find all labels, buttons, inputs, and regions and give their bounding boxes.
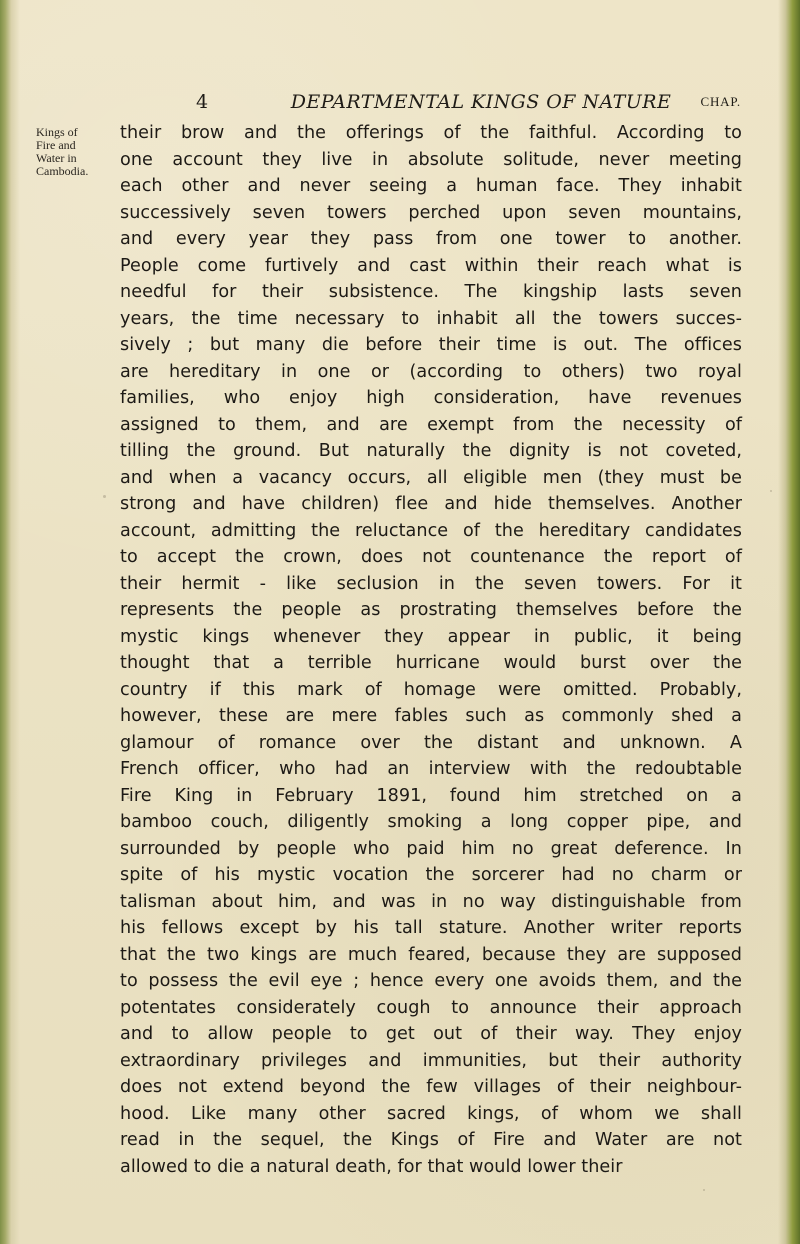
text-line: needful for their subsistence. The kingship lasts seven xyxy=(120,282,742,302)
text-line: French officer, who had an interview with the redoubtable xyxy=(120,759,742,779)
margin-note-line: Water in xyxy=(36,151,77,165)
text-line: read in the sequel, the Kings of Fire and Water are not xyxy=(120,1130,742,1150)
text-line: strong and have children) flee and hide themselves. Another xyxy=(120,494,742,514)
running-title: DEPARTMENTAL KINGS OF NATURE xyxy=(290,91,672,113)
left-page-edge xyxy=(0,0,20,1244)
page-header xyxy=(196,91,741,117)
paper-speck xyxy=(770,490,772,492)
margin-note-line: Kings of xyxy=(36,125,78,139)
text-line: glamour of romance over the distant and unknown. A xyxy=(120,732,742,753)
margin-note xyxy=(36,126,112,178)
margin-note-line: Fire and xyxy=(36,138,76,152)
text-line: tilling the ground. But naturally the dignity is not coveted, xyxy=(120,441,742,461)
text-line: thought that a terrible hurricane would burst over the xyxy=(120,653,742,673)
text-line: to accept the crown, does not countenance the report of xyxy=(120,547,742,567)
text-line: to possess the evil eye ; hence every one avoids them, and the xyxy=(120,971,742,991)
text-line: their brow and the offerings of the faithful. According to xyxy=(120,123,742,143)
text-line: sively ; but many die before their time is out. The offices xyxy=(120,335,742,355)
text-line: and every year they pass from one tower to another. xyxy=(120,229,742,249)
text-line: does not extend beyond the few villages of their neighbour- xyxy=(120,1077,742,1097)
text-line: one account they live in absolute solitude, never meeting xyxy=(120,149,742,170)
text-line: their hermit - like seclusion in the seven towers. For it xyxy=(120,573,742,594)
page-number: 4 xyxy=(196,91,209,113)
text-line: each other and never seeing a human face. They inhabit xyxy=(120,176,742,196)
chapter-marker: CHAP. xyxy=(700,94,741,109)
text-line: spite of his mystic vocation the sorcerer had no charm or xyxy=(120,865,742,885)
text-line: mystic kings whenever they appear in public, it being xyxy=(120,626,742,647)
main-text xyxy=(120,120,742,1180)
text-line: surrounded by people who paid him no great deference. In xyxy=(120,838,742,859)
text-line: People come furtively and cast within their reach what is xyxy=(120,255,742,276)
text-line: and to allow people to get out of their way. They enjoy xyxy=(120,1024,742,1044)
text-line: allowed to die a natural death, for that would lower their xyxy=(120,1156,623,1177)
text-line: his fellows except by his tall stature. Another writer reports xyxy=(120,918,742,938)
text-line: Fire King in February 1891, found him stretched on a xyxy=(120,785,742,806)
text-line: successively seven towers perched upon seven mountains, xyxy=(120,202,742,223)
margin-note-line: Cambodia. xyxy=(36,164,89,178)
text-line: talisman about him, and was in no way distinguishable from xyxy=(120,891,742,912)
right-page-edge xyxy=(778,0,800,1244)
text-line: bamboo couch, diligently smoking a long copper pipe, and xyxy=(120,812,742,832)
text-line: assigned to them, and are exempt from the necessity of xyxy=(120,414,742,435)
text-line: are hereditary in one or (according to others) two royal xyxy=(120,361,742,382)
text-line: extraordinary privileges and immunities, but their authority xyxy=(120,1050,742,1071)
text-line: years, the time necessary to inhabit all the towers succes- xyxy=(120,308,742,329)
text-line: that the two kings are much feared, because they are supposed xyxy=(120,944,742,965)
text-line: however, these are mere fables such as commonly shed a xyxy=(120,706,742,726)
paper-speck xyxy=(703,1189,705,1191)
text-line: country if this mark of homage were omitted. Probably, xyxy=(120,679,742,700)
text-line: hood. Like many other sacred kings, of whom we shall xyxy=(120,1103,742,1124)
text-line: account, admitting the reluctance of the hereditary candidates xyxy=(120,520,742,541)
paper-speck xyxy=(103,495,106,498)
text-line: represents the people as prostrating themselves before the xyxy=(120,600,742,620)
paper-speck xyxy=(127,796,130,799)
text-line: potentates considerately cough to announce their approach xyxy=(120,997,742,1018)
text-line: and when a vacancy occurs, all eligible men (they must be xyxy=(120,467,742,488)
text-line: families, who enjoy high consideration, have revenues xyxy=(120,388,742,408)
